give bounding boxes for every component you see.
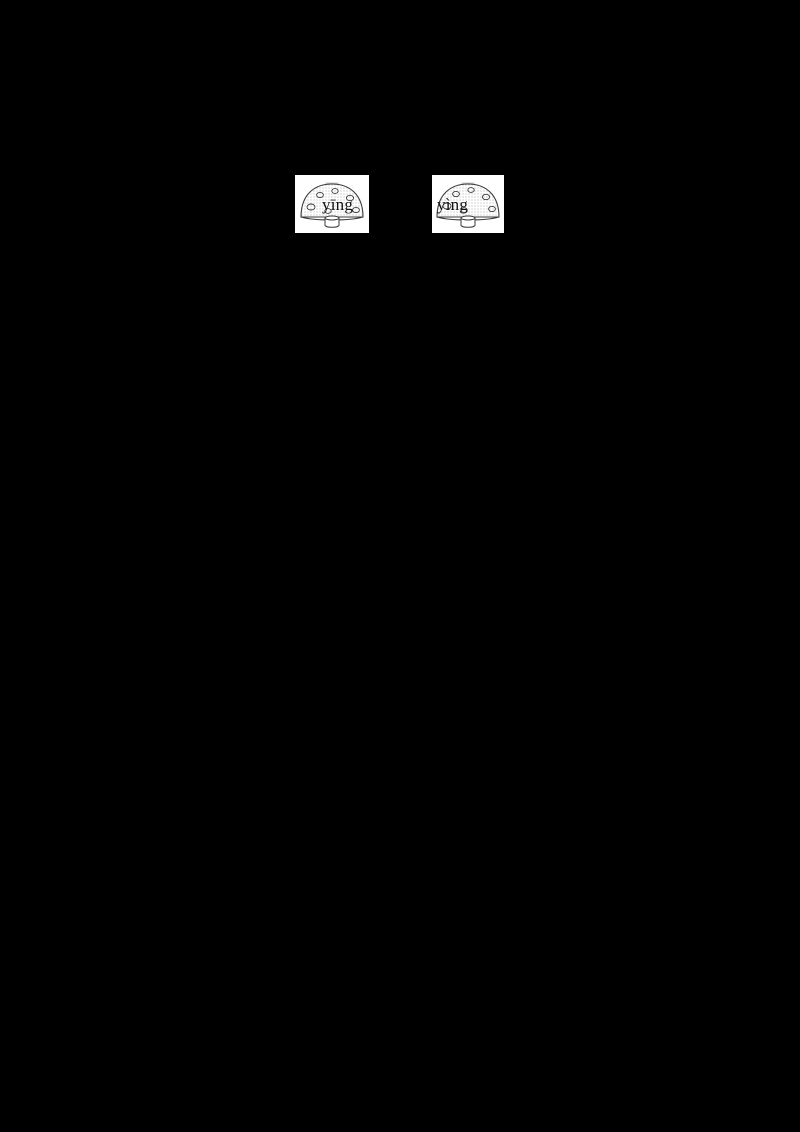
mushroom-figure-1 [295,175,369,233]
mushroom-figure-2 [432,175,504,233]
pinyin-label: yìng [437,195,469,214]
pinyin-label: yīng [322,195,354,214]
